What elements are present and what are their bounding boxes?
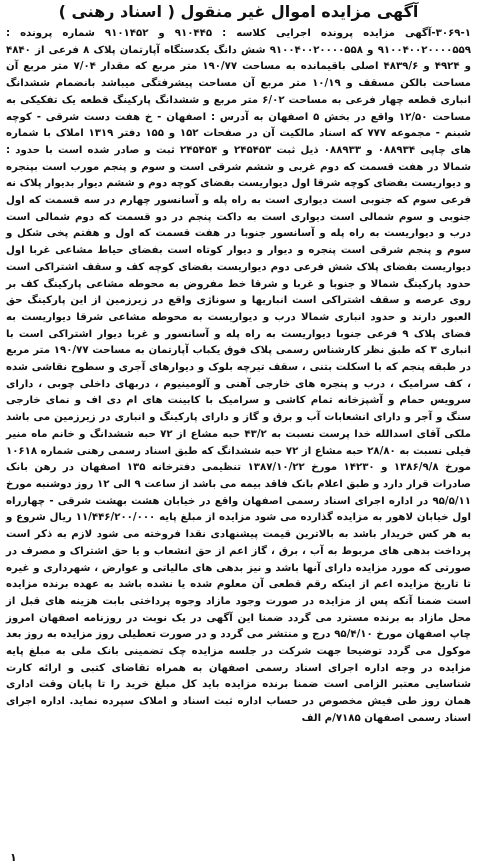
notice-body: ۳۰۶۹-۱-آگهی مزایده پرونده اجرایی کلاسه : ۹۱۰۴۴۵ و ۹۱۰۱۴۵۲ شماره پرونده : ۹۱۰۰۴۰۰۲۰۰۰۰۵۵۹ و ۹۱۰۰۴۰۰۲۰۰۰۰۵۵۸ شش دانگ یکدستگاه آپارتمان پلاک ۸ فرعی از ۴۸۴۰ و ۴۹۲۴ و ۴۸۳۹/۶ اصلی باقیمانده به مساحت ۱۹۰/۷۷ متر مربع که مقدار ۷/۰۴ متر مربع آن مساحت بالکن مسقف و ۱۰/۱۹ متر مربع آن مساحت پیشرفتگی میباشد بانضمام ششدانگ انباری قطعه چهار فرعی به مساحت ۶/۰۲ متر مربع و ششدانگ پارکینگ قطعه یک تفکیکی به مساحت ۱۲/۵۰ واقع در بخش ۵ اصفهان به آدرس : اصفهان - خ هفت دست شرقی - کوچه شبنم - مجموعه ۷۷۷ که اسناد مالکیت آن در صفحات ۱۵۲ و ۱۵۵ دفتر ۱۳۱۹ املاک با شماره های چاپی ۰۸۸۹۳۴ و ۰۸۸۹۳۳ ذیل ثبت ۲۴۵۴۵۳ و ۲۴۵۴۵۴ ثبت و صادر شده است با حدود : شمالا در هفت قسمت که دوم غربی و ششم شرقی است و سوم و پنجم مورب است بپنجره و دیواریست بفضای کوچه شرقا اول دیواریست بفضای کوچه دوم و ششم دیوار بدیوار پلاک نه فرعی سوم که جنوبی است دیواری است به راه پله و آسانسور چهارم در سه قسمت که اول جنوبی و سوم شمالی است دیواری است به داکت پنجم در دو قسمت که دوم شمالی است درب و دیواریست به راه پله و آسانسور جنوبا در هفت قسمت که اول و هفتم پخی شکل و سوم و پنجم شرقی است پنجره و دیوار و دیوار کوتاه است بفضای حیاط مشاعی غربا اول دیواریست بفضای پلاک شش فرعی دوم دیواریست بفضای کوچه کف و سقف اشتراکی است حدود پارکینگ شمالا و جنوبا و غربا و شرقا خط مفروض به محوطه مشاعی پارکینگ کف بر روی عرصه و سقف اشتراکی است انباریها و سوناژی واقع در زیرزمین از این پارکینگ حق العبور دارند و حدود انباری شمالا درب و دیواریست به محوطه مشاعی شرقا دیواریست به فضای پلاک ۹ فرعی جنوبا دیواریست به راه پله و آسانسور و غربا دیوار اشتراکی است با انباری ۳ که طبق نظر کارشناس رسمی پلاک فوق یکباب آپارتمان به مساحت ۱۹۰/۷۷ متر مربع در طبقه پنجم که با اسکلت بتنی ، سقف تیرچه بلوک و دیوارهای آجری و سطوح نقاشی شده ، کف سرامیک ، درب و پنجره های خارجی آهنی و آلومینیوم ، دربهای داخلی چوبی ، دارای سرویس حمام و آشپزخانه تمام کاشی و سرامیک با کابینت های ام دی اف و نمای خارجی سنگ و آجر و دارای انشعابات آب و برق و گاز و دارای پارکینگ و انباری در زیرزمین می باشد ملکی آقای اسدالله خدا پرست نسبت به ۴۳/۲ حبه مشاع از ۷۲ حبه ششدانگ و خانم ماه منیر فیلی نسبت به ۲۸/۸۰ حبه مشاع از ۷۲ حبه ششدانگ که طبق اسناد رسمی رهنی شماره ۱۰۶۱۸ مورخ ۱۳۸۶/۹/۸ و ۱۴۲۳۰ مورخ ۱۳۸۷/۱۰/۲۲ تنظیمی دفترخانه ۱۳۵ اصفهان در رهن بانک صادرات قرار دارد و طبق اعلام بانک فاقد بیمه می باشد از ساعت ۹ الی ۱۲ روز دوشنبه مورخ ۹۵/۵/۱۱ در اداره اجرای اسناد رسمی اصفهان واقع در خیابان هشت بهشت شرقی - چهارراه اول خیابان لاهور به مزایده گذارده می شود مزایده از مبلغ پایه ۱۱/۴۴۶/۲۰۰/۰۰۰ ریال شروع و به هر کس خریدار باشد به بالاترین قیمت پیشنهادی نقدا فروخته می شود لازم به ذکر است پرداخت بدهی های مربوط به آب ، برق ، گاز اعم از حق انشعاب و یا حق اشتراک و مصرف در صورتی که مورد مزایده دارای آنها باشد و نیز بدهی های مالیاتی و عوارض ، شهرداری و غیره تا تاریخ مزایده اعم از اینکه رقم قطعی آن معلوم شده یا نشده باشد به عهده برنده مزایده است ضمنا آنکه پس از مزایده در صورت وجود مازاد وجوه پرداختی بابت هزینه های قبل از محل مازاد به برنده مسترد می گردد ضمنا این آگهی در یک نوبت در روزنامه اصفهان امروز چاپ اصفهان مورخ ۹۵/۴/۱۰ درج و منتشر می گردد و در صورت تعطیلی روز مزایده به روز بعد موکول می گردد توضیحا جهت شرکت در جلسه مزایده چک تضمینی بانک ملی به مبلغ پایه مزایده در وجه اداره اجرای اسناد رسمی اصفهان به همراه تقاضای کتبی و ارائه کارت شناسایی معتبر الزامی است ضمنا برنده مزایده باید کل مبلغ خرید را تا پایان وقت اداری همان روز طی فیش مخصوص در حساب اداره ثبت اسناد و املاک سپرده نماید. اداره اجرای اسناد رسمی اصفهان ۷۱۸۵/م الف: [6, 28, 472, 724]
auction-notice: [4, 0, 473, 866]
page-mark: ۱: [10, 851, 17, 864]
notice-title: آگهی مزایده اموال غیر منقول ( اسناد رهنی ): [58, 2, 419, 21]
